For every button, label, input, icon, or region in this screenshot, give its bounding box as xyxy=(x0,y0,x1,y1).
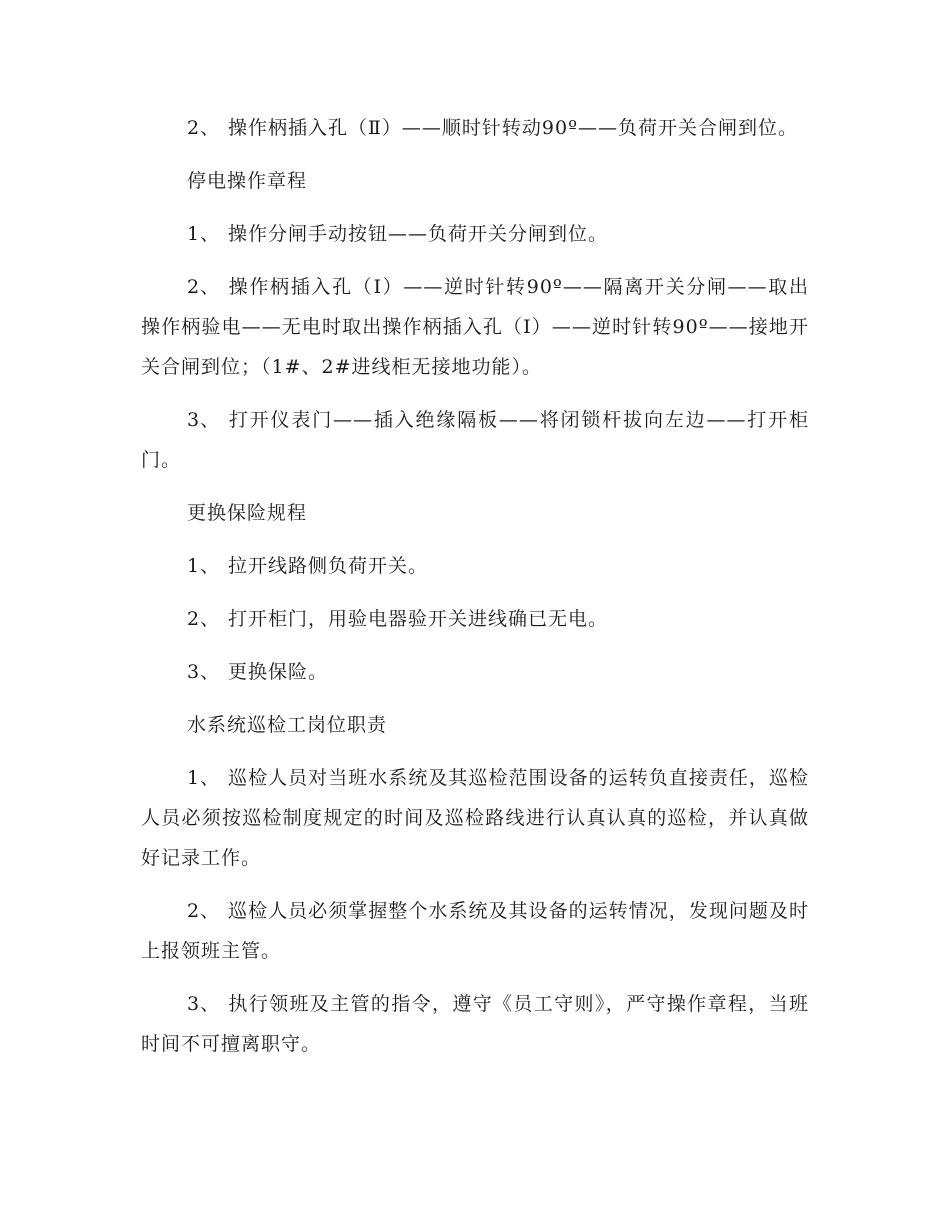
item-text: 巡检人员必须掌握整个水系统及其设备的运转情况，发现问题及时上报领班主管。 xyxy=(141,900,809,962)
item-number: 1、 xyxy=(187,223,221,245)
item-number: 3、 xyxy=(187,661,221,683)
list-item xyxy=(141,546,809,586)
item-number: 2、 xyxy=(187,276,221,298)
list-item xyxy=(141,108,809,148)
item-text: 操作分闸手动按钮——负荷开关分闸到位。 xyxy=(228,223,609,245)
section-heading: 水系统巡检工岗位职责 xyxy=(187,714,388,736)
list-item xyxy=(141,400,809,480)
document-body xyxy=(141,108,809,1077)
item-text: 操作柄插入孔（Ⅱ）——顺时针转动90º——负荷开关合闸到位。 xyxy=(228,117,799,139)
list-item xyxy=(141,891,809,971)
item-number: 1、 xyxy=(187,555,221,577)
item-text: 操作柄插入孔（Ⅰ）——逆时针转90º——隔离开关分闸——取出操作柄验电——无电时取出操作柄插入孔（Ⅰ）——逆时针转90º——接地开关合闸到位；（1#、2#进线柜无接地功能）。 xyxy=(141,276,809,378)
list-item xyxy=(141,758,809,878)
item-number: 2、 xyxy=(187,900,221,922)
list-item xyxy=(141,652,809,692)
item-text: 拉开线路侧负荷开关。 xyxy=(228,555,429,577)
item-text: 执行领班及主管的指令，遵守《员工守则》，严守操作章程，当班时间不可擅离职守。 xyxy=(141,993,809,1055)
item-number: 3、 xyxy=(187,993,221,1015)
list-item xyxy=(141,214,809,254)
list-item xyxy=(141,267,809,387)
section-heading: 停电操作章程 xyxy=(187,170,308,192)
item-text: 打开柜门，用验电器验开关进线确已无电。 xyxy=(228,608,609,630)
item-text: 巡检人员对当班水系统及其巡检范围设备的运转负直接责任，巡检人员必须按巡检制度规定的时间及巡检路线进行认真认真的巡检，并认真做好记录工作。 xyxy=(141,767,809,869)
item-text: 更换保险。 xyxy=(228,661,329,683)
list-item xyxy=(141,984,809,1064)
section-heading: 更换保险规程 xyxy=(187,502,308,524)
item-number: 2、 xyxy=(187,117,221,139)
item-number: 1、 xyxy=(187,767,221,789)
item-number: 3、 xyxy=(187,409,221,431)
item-number: 2、 xyxy=(187,608,221,630)
item-text: 打开仪表门——插入绝缘隔板——将闭锁杆拔向左边——打开柜门。 xyxy=(141,409,809,471)
list-item xyxy=(141,599,809,639)
